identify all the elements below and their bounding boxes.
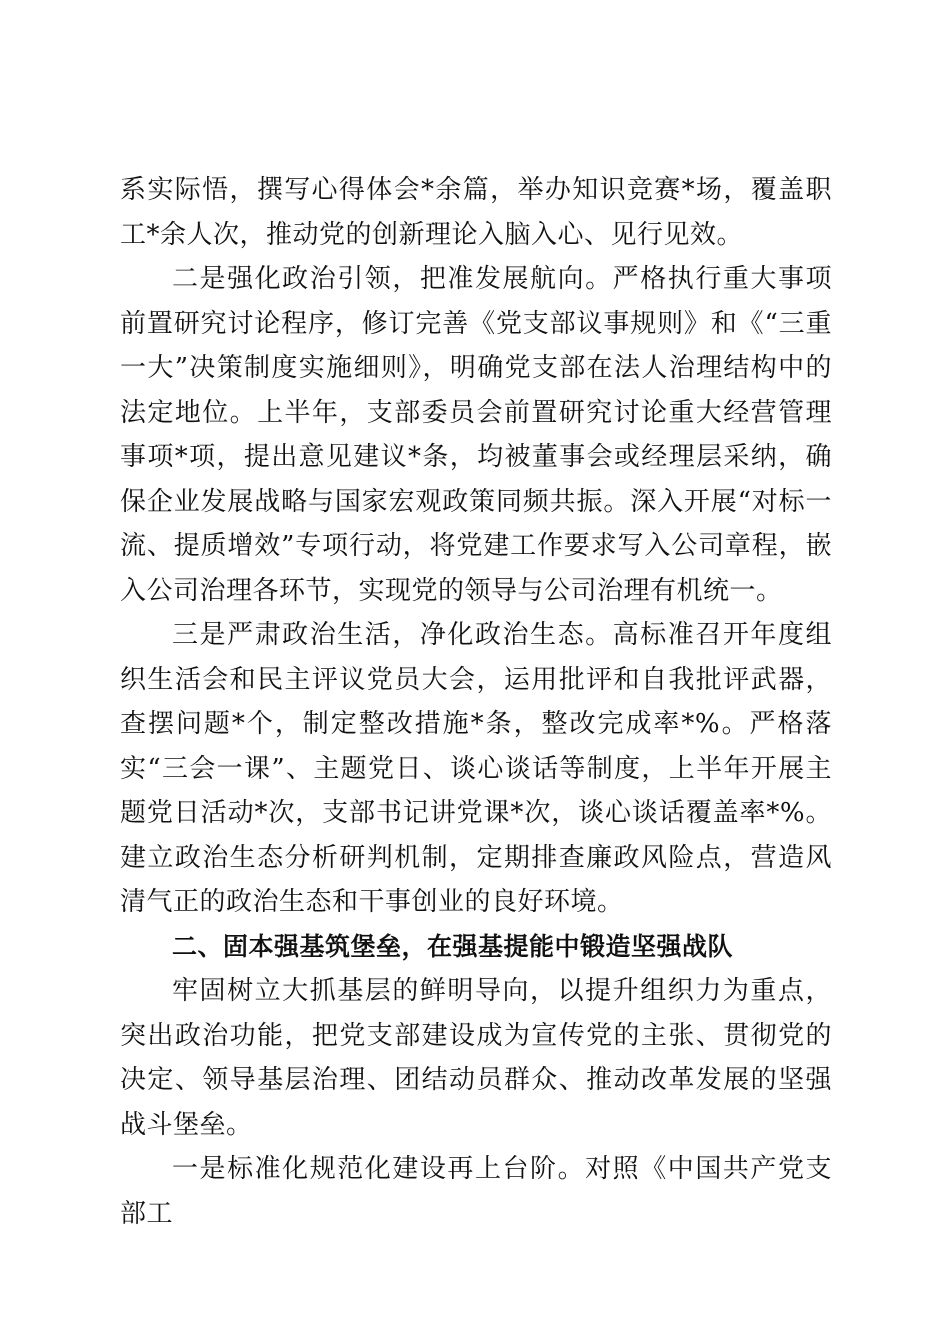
document-body bbox=[120, 168, 832, 1236]
paragraph-political-guidance: 二是强化政治引领，把准发展航向。严格执行重大事项前置研究讨论程序，修订完善《党支部议事规则》和《“三重一大”决策制度实施细则》，明确党支部在法人治理结构中的法定地位。上半年，支部委员会前置研究讨论重大经营管理事项*项，提出意见建议*条，均被董事会或经理层采纳，确保企业发展战略与国家宏观政策同频共振。深入开展“对标一流、提质增效”专项行动，将党建工作要求写入公司章程，嵌入公司治理各环节，实现党的领导与公司治理有机统一。 bbox=[120, 264, 832, 606]
paragraph-standardization: 一是标准化规范化建设再上台阶。对照《中国共产党支部工 bbox=[120, 1154, 832, 1229]
paragraph-continuation: 系实际悟，撰写心得体会*余篇，举办知识竞赛*场，覆盖职工*余人次，推动党的创新理论入脑入心、见行见效。 bbox=[120, 175, 832, 250]
paragraph-political-life: 三是严肃政治生活，净化政治生态。高标准召开年度组织生活会和民主评议党员大会，运用批评和自我批评武器，查摆问题*个，制定整改措施*条，整改完成率*%。严格落实“三会一课”、主题党日、谈心谈话等制度，上半年开展主题党日活动*次，支部书记讲党课*次，谈心谈话覆盖率*%。建立政治生态分析研判机制，定期排查廉政风险点，营造风清气正的政治生态和干事创业的良好环境。 bbox=[120, 620, 832, 917]
paragraph-section-intro: 牢固树立大抓基层的鲜明导向，以提升组织力为重点，突出政治功能，把党支部建设成为宣传党的主张、贯彻党的决定、领导基层治理、团结动员群众、推动改革发展的坚强战斗堡垒。 bbox=[120, 976, 832, 1140]
section-heading: 二、固本强基筑堡垒，在强基提能中锻造坚强战队 bbox=[172, 931, 734, 961]
